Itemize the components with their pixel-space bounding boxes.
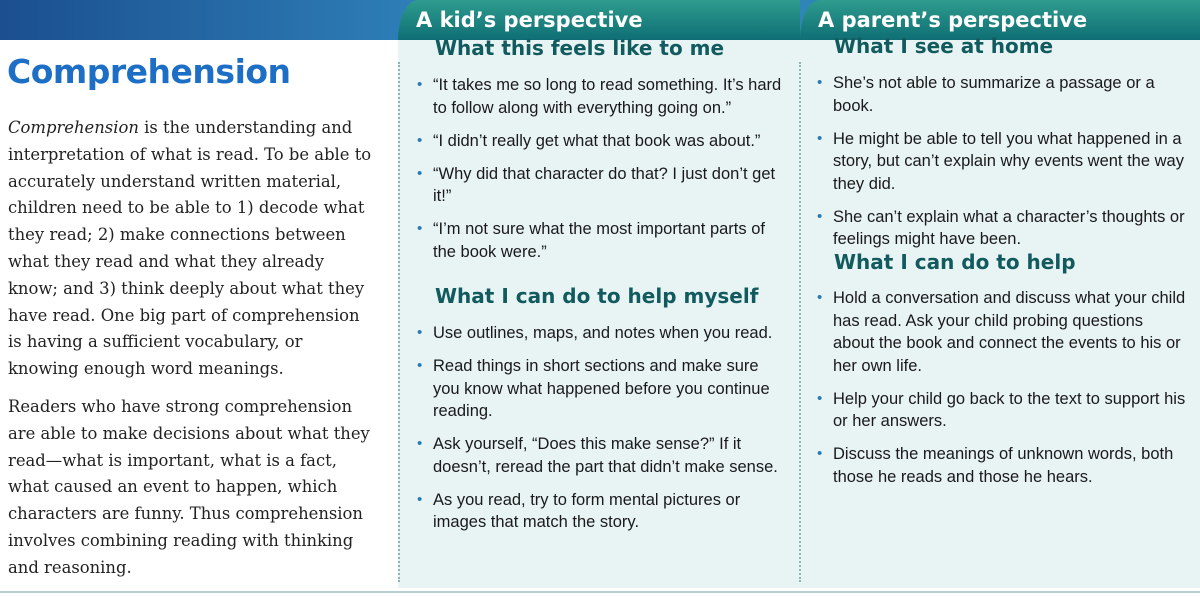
list-item (416, 322, 786, 345)
bullet-icon: • (417, 435, 423, 452)
kid-heading-feels: What this feels like to me (435, 36, 725, 60)
bullet-icon: • (817, 389, 823, 407)
intro-text: is the understanding and interpretation of what is read. To be able to accurately understand written material, children need to be able to 1) decode what they read; 2) make connections between what they read and what they already know; and 3) think deeply about what they have read. One big part of comprehension is having a sufficient vocabulary, or knowing enough word meanings. (8, 118, 372, 379)
bottom-rule (0, 591, 1200, 593)
list-item (416, 218, 786, 263)
list-item-text: She’s not able to summarize a passage or a book. (833, 74, 1155, 115)
kid-feels-list (416, 74, 786, 274)
divider-left (398, 62, 400, 582)
list-item-text: Hold a conversation and discuss what your child has read. Ask your child probing questions about the book and connect the events to his or her own life. (833, 289, 1186, 375)
list-item-text: Use outlines, maps, and notes when you read. (433, 324, 773, 342)
list-item-text: She can’t explain what a character’s thoughts or feelings might have been. (833, 207, 1185, 248)
kid-perspective-tab: A kid’s perspective (398, 0, 800, 40)
list-item (816, 206, 1186, 251)
parent-see-list (816, 72, 1186, 261)
list-item-text: “I didn’t really get what that book was about.” (433, 131, 761, 150)
list-item (416, 433, 786, 478)
term-comprehension: Comprehension (8, 118, 139, 137)
list-item-text: He might be able to tell you what happened in a story, but can’t explain why events went the way they did. (833, 129, 1184, 193)
bullet-icon: • (817, 445, 823, 462)
intro-paragraph (8, 115, 378, 383)
second-paragraph: Readers who have strong comprehension are able to make decisions about what they read—what is important, what is a fact, what caused an event to happen, which characters are funny. Thus comprehension involves combining reading with thinking and reasoning. (8, 397, 370, 577)
bullet-icon: • (417, 220, 423, 237)
kid-help-list (416, 322, 786, 544)
parent-heading-help: What I can do to help (834, 250, 1076, 274)
bullet-icon: • (817, 289, 823, 306)
bullet-icon: • (417, 490, 423, 508)
parent-help-list (816, 287, 1186, 499)
bullet-icon: • (417, 164, 423, 182)
list-item (416, 355, 786, 423)
list-item (816, 128, 1186, 196)
list-item-text: As you read, try to form mental pictures or images that match the story. (433, 490, 741, 531)
list-item-text: “I’m not sure what the most important parts of the book were.” (433, 220, 765, 261)
bullet-icon: • (417, 76, 423, 93)
list-item (416, 163, 786, 208)
list-item-text: Help your child go back to the text to support his or her answers. (833, 389, 1186, 430)
bullet-icon: • (417, 357, 423, 374)
list-item (416, 74, 786, 119)
list-item (416, 130, 786, 153)
header-band (0, 0, 420, 40)
bullet-icon: • (417, 131, 423, 149)
page-title: Comprehension (7, 52, 291, 91)
kid-heading-help: What I can do to help myself (435, 284, 759, 308)
list-item (816, 287, 1186, 377)
list-item (816, 388, 1186, 433)
list-item (816, 443, 1186, 488)
parent-heading-see: What I see at home (834, 34, 1054, 58)
list-item-text: “Why did that character do that? I just don’t get it!” (433, 164, 776, 205)
list-item-text: Ask yourself, “Does this make sense?” If it doesn’t, reread the part that didn’t make sense. (433, 435, 778, 476)
bullet-icon: • (817, 129, 823, 147)
list-item (816, 72, 1186, 117)
divider-right (799, 62, 801, 582)
bullet-icon: • (817, 207, 823, 225)
list-item-text: Read things in short sections and make sure you know what happened before you continue reading. (433, 357, 770, 420)
bullet-icon: • (417, 324, 423, 341)
list-item-text: Discuss the meanings of unknown words, both those he reads and those he hears. (833, 445, 1174, 486)
list-item (416, 489, 786, 534)
list-item-text: “It takes me so long to read something. It’s hard to follow along with everything going on.” (433, 76, 782, 117)
bullet-icon: • (817, 74, 823, 91)
parent-perspective-tab: A parent’s perspective (800, 0, 1200, 40)
